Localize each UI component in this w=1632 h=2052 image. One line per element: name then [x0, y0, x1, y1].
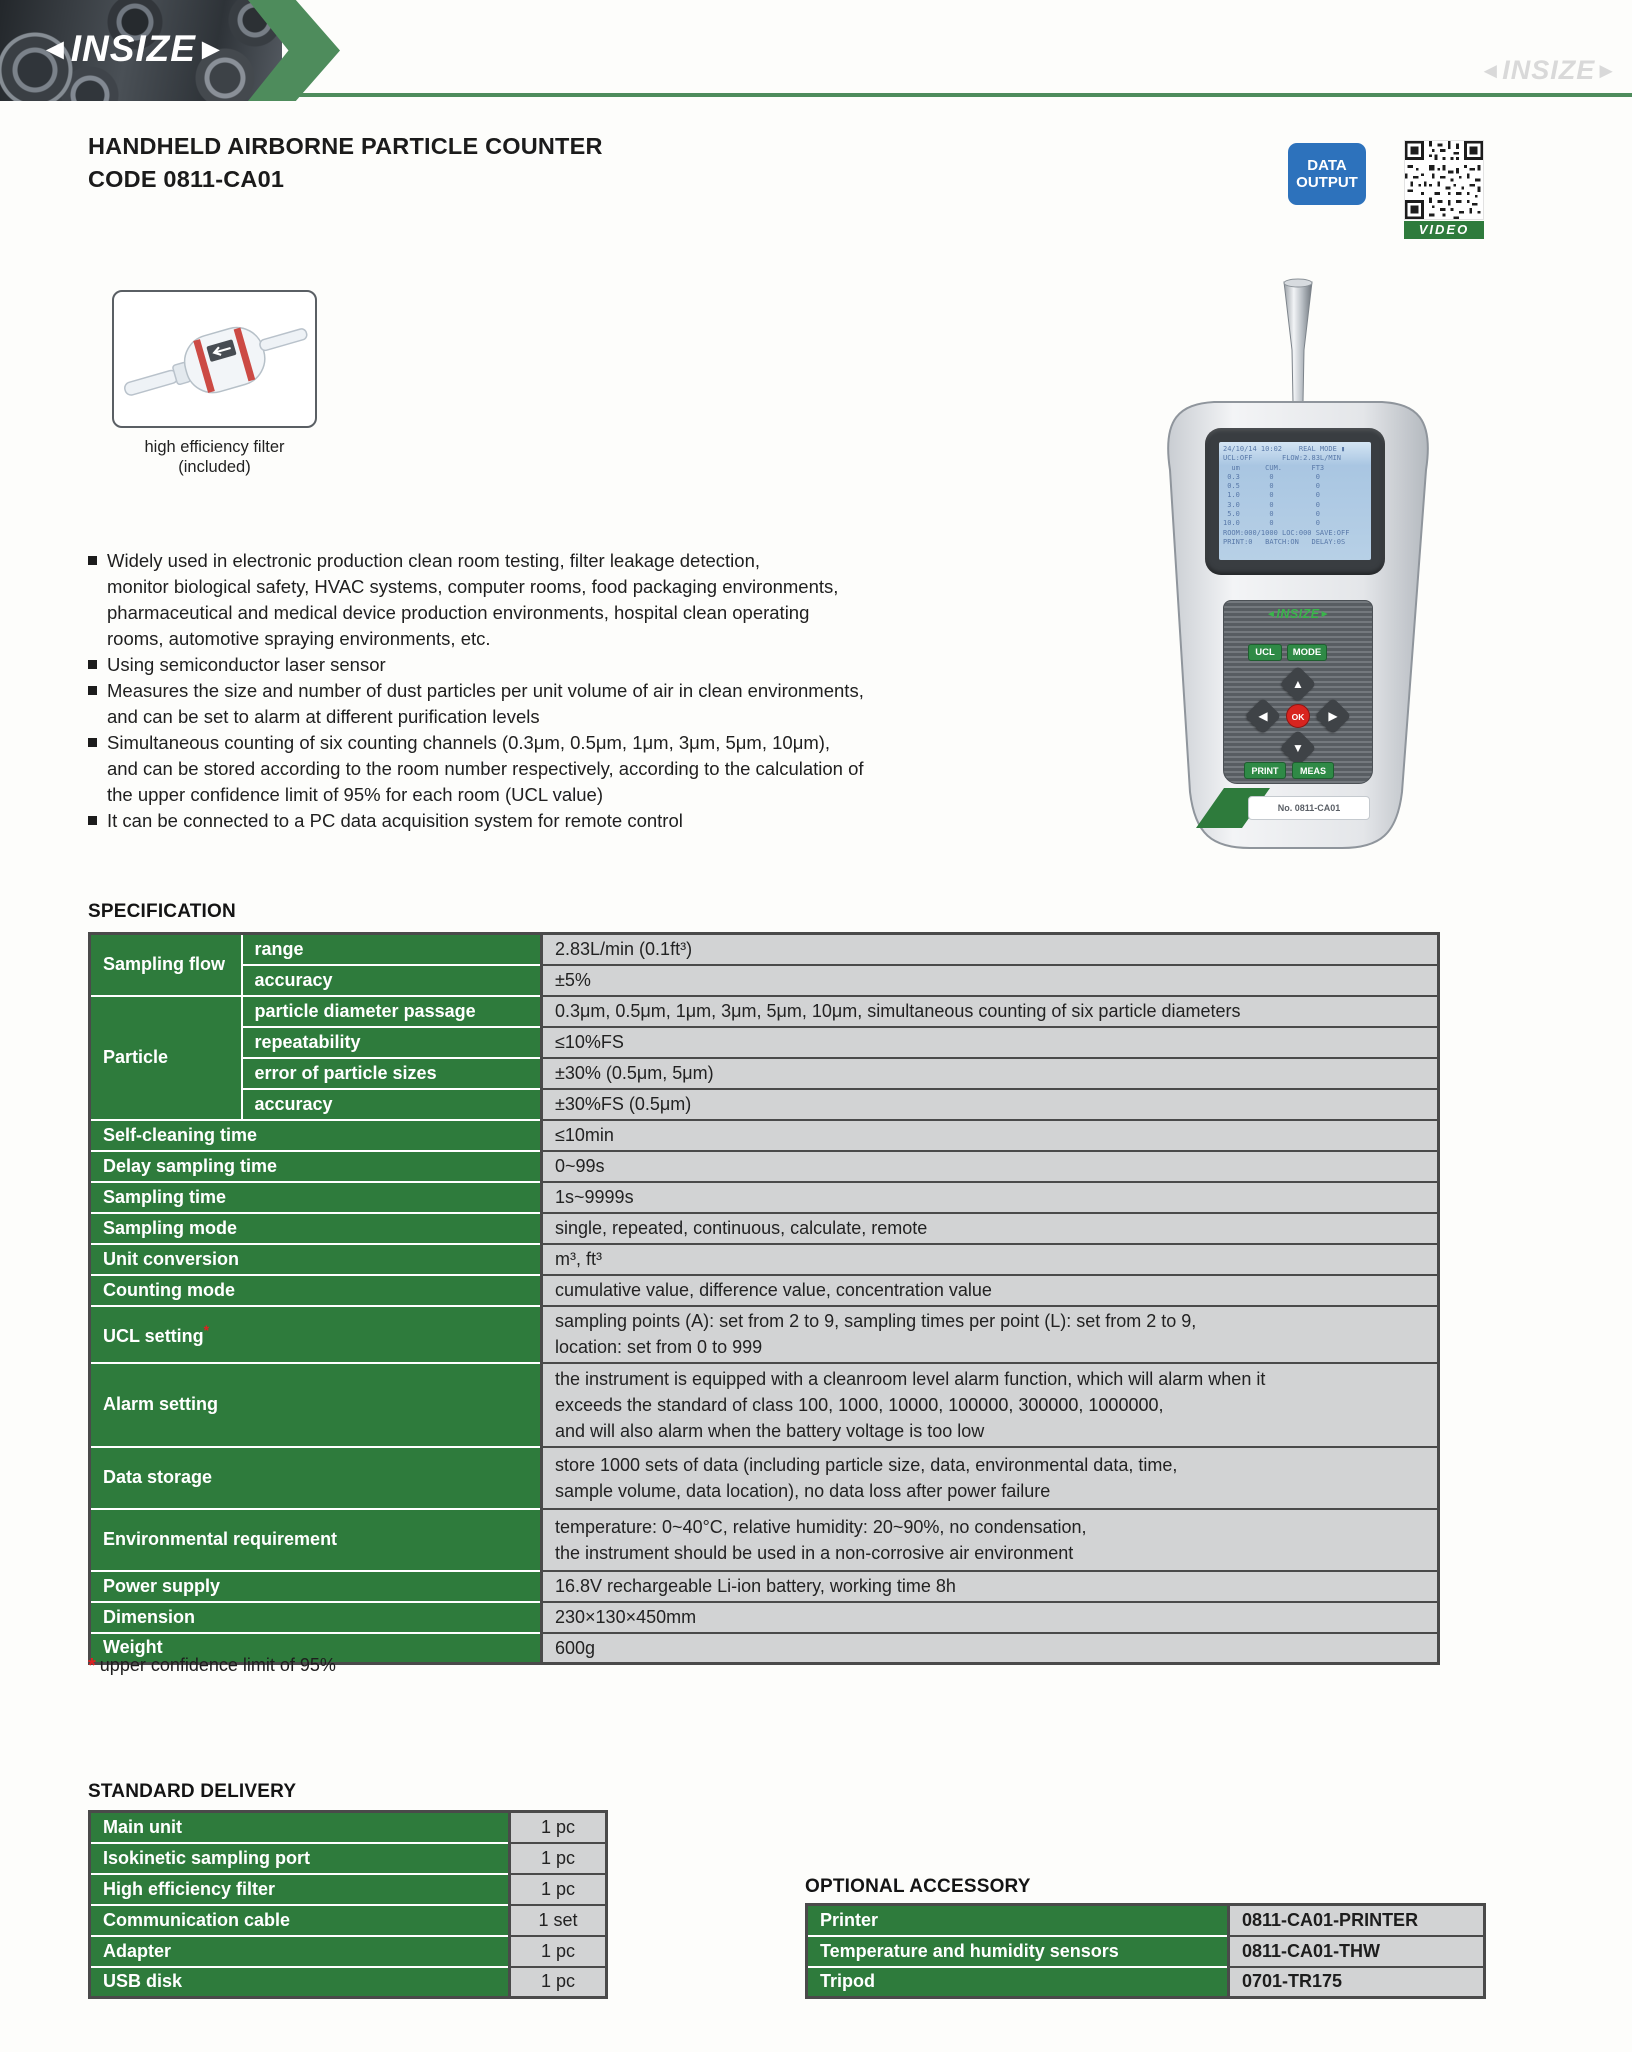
- spec-label: accuracy: [242, 1089, 542, 1120]
- spec-value: 0~99s: [542, 1151, 1439, 1182]
- data-output-badge: [1288, 143, 1366, 205]
- table-row: [90, 1936, 607, 1967]
- bullet-square-icon: [88, 660, 97, 669]
- device-lcd-screen: 24/10/14 10:02 REAL MODE ▮ UCL:OFF FLOW:2.83L/MIN um CUM. FT3 0.3 0 0 0.5 0 0 1.0 0 0 3.0 0 0 5.0 0 0 10.0 0 0 ROOM:000/1000 LOC:000 SAVE:OFF PRINT:0 BATCH:ON DELAY:0S: [1219, 442, 1371, 560]
- bullet-square-icon: [88, 738, 97, 747]
- spec-value: ±30% (0.5μm, 5μm): [542, 1058, 1439, 1089]
- spec-label-ucl-setting: UCL setting*: [90, 1306, 542, 1363]
- delivery-item: Isokinetic sampling port: [90, 1843, 510, 1874]
- qr-code: [1404, 140, 1484, 220]
- accessory-code: 0701-TR175: [1229, 1967, 1485, 1998]
- table-row: [90, 1306, 1439, 1363]
- arrow-left-icon: ◀: [1258, 709, 1268, 723]
- feature-item: It can be connected to a PC data acquisition system for remote control: [88, 808, 1158, 834]
- page-title-line1: HANDHELD AIRBORNE PARTICLE COUNTER: [88, 133, 603, 159]
- specification-heading: SPECIFICATION: [88, 901, 236, 922]
- data-output-line2: OUTPUT: [1296, 174, 1358, 191]
- data-output-line1: DATA: [1307, 157, 1347, 174]
- table-row: [90, 934, 1439, 965]
- device-arrow-down-button: [1280, 730, 1317, 767]
- insize-logo-text: INSIZE: [70, 28, 196, 69]
- device-mode-button: MODE: [1287, 644, 1327, 661]
- optional-accessory-heading: OPTIONAL ACCESSORY: [805, 1876, 1031, 1897]
- feature-item: Measures the size and number of dust particles per unit volume of air in clean environments, and can be set to alarm at different purification levels: [88, 678, 1158, 730]
- device-meas-button: MEAS: [1292, 762, 1334, 779]
- spec-label: Sampling time: [90, 1182, 542, 1213]
- spec-value: single, repeated, continuous, calculate, remote: [542, 1213, 1439, 1244]
- spec-label: Power supply: [90, 1571, 542, 1602]
- filter-caption: [92, 437, 337, 477]
- delivery-qty: 1 pc: [510, 1812, 607, 1843]
- delivery-item: Main unit: [90, 1812, 510, 1843]
- accessory-item: Tripod: [807, 1967, 1229, 1998]
- watermark-arrow-left-icon: [1479, 55, 1502, 85]
- spec-value: ±30%FS (0.5μm): [542, 1089, 1439, 1120]
- table-row: [90, 1447, 1439, 1509]
- delivery-item: Adapter: [90, 1936, 510, 1967]
- page-title: [88, 130, 603, 196]
- table-row: [90, 1967, 607, 1998]
- filter-caption-line2: (included): [178, 458, 251, 476]
- delivery-qty: 1 pc: [510, 1967, 607, 1998]
- spec-label: Self-cleaning time: [90, 1120, 542, 1151]
- arrow-up-icon: ▲: [1292, 677, 1304, 691]
- page-title-line2: CODE 0811-CA01: [88, 166, 285, 192]
- filter-caption-line1: high efficiency filter: [144, 438, 285, 456]
- video-label: VIDEO: [1404, 221, 1484, 239]
- accessory-item: Printer: [807, 1905, 1229, 1936]
- logo-arrow-left-icon: [40, 28, 71, 69]
- spec-group-sampling-flow: Sampling flow: [90, 934, 242, 996]
- accessory-code: 0811-CA01-PRINTER: [1229, 1905, 1485, 1936]
- spec-label: Environmental requirement: [90, 1509, 542, 1571]
- spec-value: cumulative value, difference value, concentration value: [542, 1275, 1439, 1306]
- spec-value: store 1000 sets of data (including particle size, data, environmental data, time, sample volume, data location), no data loss after power failure: [542, 1447, 1439, 1509]
- table-row: [90, 996, 1439, 1027]
- insize-logo: [40, 28, 227, 70]
- spec-value: 600g: [542, 1633, 1439, 1664]
- accessory-item: Temperature and humidity sensors: [807, 1936, 1229, 1967]
- feature-item: Simultaneous counting of six counting channels (0.3μm, 0.5μm, 1μm, 3μm, 5μm, 10μm), and can be stored according to the room number respectively, according to the calculation of the upper confidence limit of 95% for each room (UCL value): [88, 730, 1158, 808]
- feature-item: Using semiconductor laser sensor: [88, 652, 1158, 678]
- spec-label: Unit conversion: [90, 1244, 542, 1275]
- spec-value: ≤10%FS: [542, 1027, 1439, 1058]
- table-row: [90, 1058, 1439, 1089]
- spec-label: Data storage: [90, 1447, 542, 1509]
- spec-label: repeatability: [242, 1027, 542, 1058]
- spec-value: 16.8V rechargeable Li-ion battery, working time 8h: [542, 1571, 1439, 1602]
- spec-footnote: * upper confidence limit of 95%: [88, 1655, 336, 1677]
- bullet-square-icon: [88, 816, 97, 825]
- delivery-qty: 1 pc: [510, 1843, 607, 1874]
- spec-value: sampling points (A): set from 2 to 9, sampling times per point (L): set from 2 to 9, location: set from 0 to 999: [542, 1306, 1439, 1363]
- device-logo-arrow-left-icon: [1266, 607, 1276, 621]
- table-row: [90, 1182, 1439, 1213]
- watermark-arrow-right-icon: [1595, 55, 1618, 85]
- spec-group-particle: Particle: [90, 996, 242, 1120]
- spec-value: temperature: 0~40°C, relative humidity: 20~90%, no condensation, the instrument should be used in a non-corrosive air environment: [542, 1509, 1439, 1571]
- watermark-text: INSIZE: [1502, 55, 1596, 85]
- delivery-qty: 1 pc: [510, 1936, 607, 1967]
- device-arrow-right-button: [1315, 698, 1352, 735]
- spec-label: particle diameter passage: [242, 996, 542, 1027]
- spec-label: Alarm setting: [90, 1363, 542, 1447]
- device-ok-button: OK: [1286, 704, 1310, 728]
- spec-value: the instrument is equipped with a cleanroom level alarm function, which will alarm when it exceeds the standard of class 100, 1000, 10000, 100000, 300000, 1000000, and will also alarm when the battery voltage is too low: [542, 1363, 1439, 1447]
- table-row: [90, 1027, 1439, 1058]
- spec-label: accuracy: [242, 965, 542, 996]
- specification-table: [88, 932, 1440, 1665]
- table-row: [90, 1120, 1439, 1151]
- footnote-asterisk: *: [88, 1655, 96, 1677]
- feature-item: Widely used in electronic production clean room testing, filter leakage detection, monitor biological safety, HVAC systems, computer rooms, food packaging environments, pharmaceutical and medical device production environments, hospital clean operating rooms, automotive spraying environments, etc.: [88, 548, 1158, 652]
- device-arrow-up-button: [1280, 666, 1317, 703]
- spec-label: Dimension: [90, 1602, 542, 1633]
- delivery-qty: 1 set: [510, 1905, 607, 1936]
- table-row: [90, 1843, 607, 1874]
- device-arrow-left-button: [1245, 698, 1282, 735]
- table-row: [807, 1905, 1485, 1936]
- spec-value: m³, ft³: [542, 1244, 1439, 1275]
- spec-value: 2.83L/min (0.1ft³): [542, 934, 1439, 965]
- spec-value: 1s~9999s: [542, 1182, 1439, 1213]
- table-row: [90, 1905, 607, 1936]
- table-row: [90, 1874, 607, 1905]
- arrow-down-icon: ▼: [1292, 741, 1304, 755]
- filter-illustration: [114, 292, 315, 426]
- bullet-square-icon: [88, 686, 97, 695]
- spec-value: 0.3μm, 0.5μm, 1μm, 3μm, 5μm, 10μm, simultaneous counting of six particle diameters: [542, 996, 1439, 1027]
- standard-delivery-table: [88, 1810, 608, 1999]
- spec-label: Sampling mode: [90, 1213, 542, 1244]
- device-ucl-button: UCL: [1248, 644, 1282, 661]
- filter-figure: [112, 290, 317, 428]
- device-insize-logo: ◄ INSIZE►: [1223, 607, 1373, 621]
- device-serial-label: No. 0811-CA01: [1248, 796, 1370, 820]
- spec-value: ±5%: [542, 965, 1439, 996]
- table-row: [807, 1967, 1485, 1998]
- delivery-item: Communication cable: [90, 1905, 510, 1936]
- table-row: [90, 1602, 1439, 1633]
- spec-label: Delay sampling time: [90, 1151, 542, 1182]
- table-row: [90, 1509, 1439, 1571]
- spec-label: range: [242, 934, 542, 965]
- delivery-item: High efficiency filter: [90, 1874, 510, 1905]
- spec-value: ≤10min: [542, 1120, 1439, 1151]
- table-row: [90, 1363, 1439, 1447]
- spec-value: 230×130×450mm: [542, 1602, 1439, 1633]
- table-row: [90, 1151, 1439, 1182]
- logo-arrow-right-icon: [196, 28, 227, 69]
- qr-code-pattern: [1405, 141, 1483, 219]
- table-row: [90, 1571, 1439, 1602]
- standard-delivery-heading: STANDARD DELIVERY: [88, 1781, 297, 1802]
- product-photo-particle-counter: [1130, 260, 1450, 880]
- header-banner-photo: [0, 0, 282, 101]
- device-print-button: PRINT: [1244, 762, 1286, 779]
- table-row: [90, 965, 1439, 996]
- delivery-qty: 1 pc: [510, 1874, 607, 1905]
- table-row: [90, 1089, 1439, 1120]
- spec-label: Counting mode: [90, 1275, 542, 1306]
- feature-list: [88, 548, 1158, 834]
- spec-label: Weight: [90, 1633, 542, 1664]
- table-row: [90, 1275, 1439, 1306]
- ucl-footnote-mark: *: [203, 1321, 210, 1338]
- table-row: [90, 1213, 1439, 1244]
- accessory-code: 0811-CA01-THW: [1229, 1936, 1485, 1967]
- optional-accessory-table: [805, 1903, 1486, 1999]
- delivery-item: USB disk: [90, 1967, 510, 1998]
- insize-watermark: [1479, 55, 1618, 86]
- spec-label: error of particle sizes: [242, 1058, 542, 1089]
- table-row: [90, 1244, 1439, 1275]
- bullet-square-icon: [88, 556, 97, 565]
- arrow-right-icon: ▶: [1328, 709, 1338, 723]
- table-row: [90, 1812, 607, 1843]
- device-logo-arrow-right-icon: [1320, 607, 1330, 621]
- table-row: [807, 1936, 1485, 1967]
